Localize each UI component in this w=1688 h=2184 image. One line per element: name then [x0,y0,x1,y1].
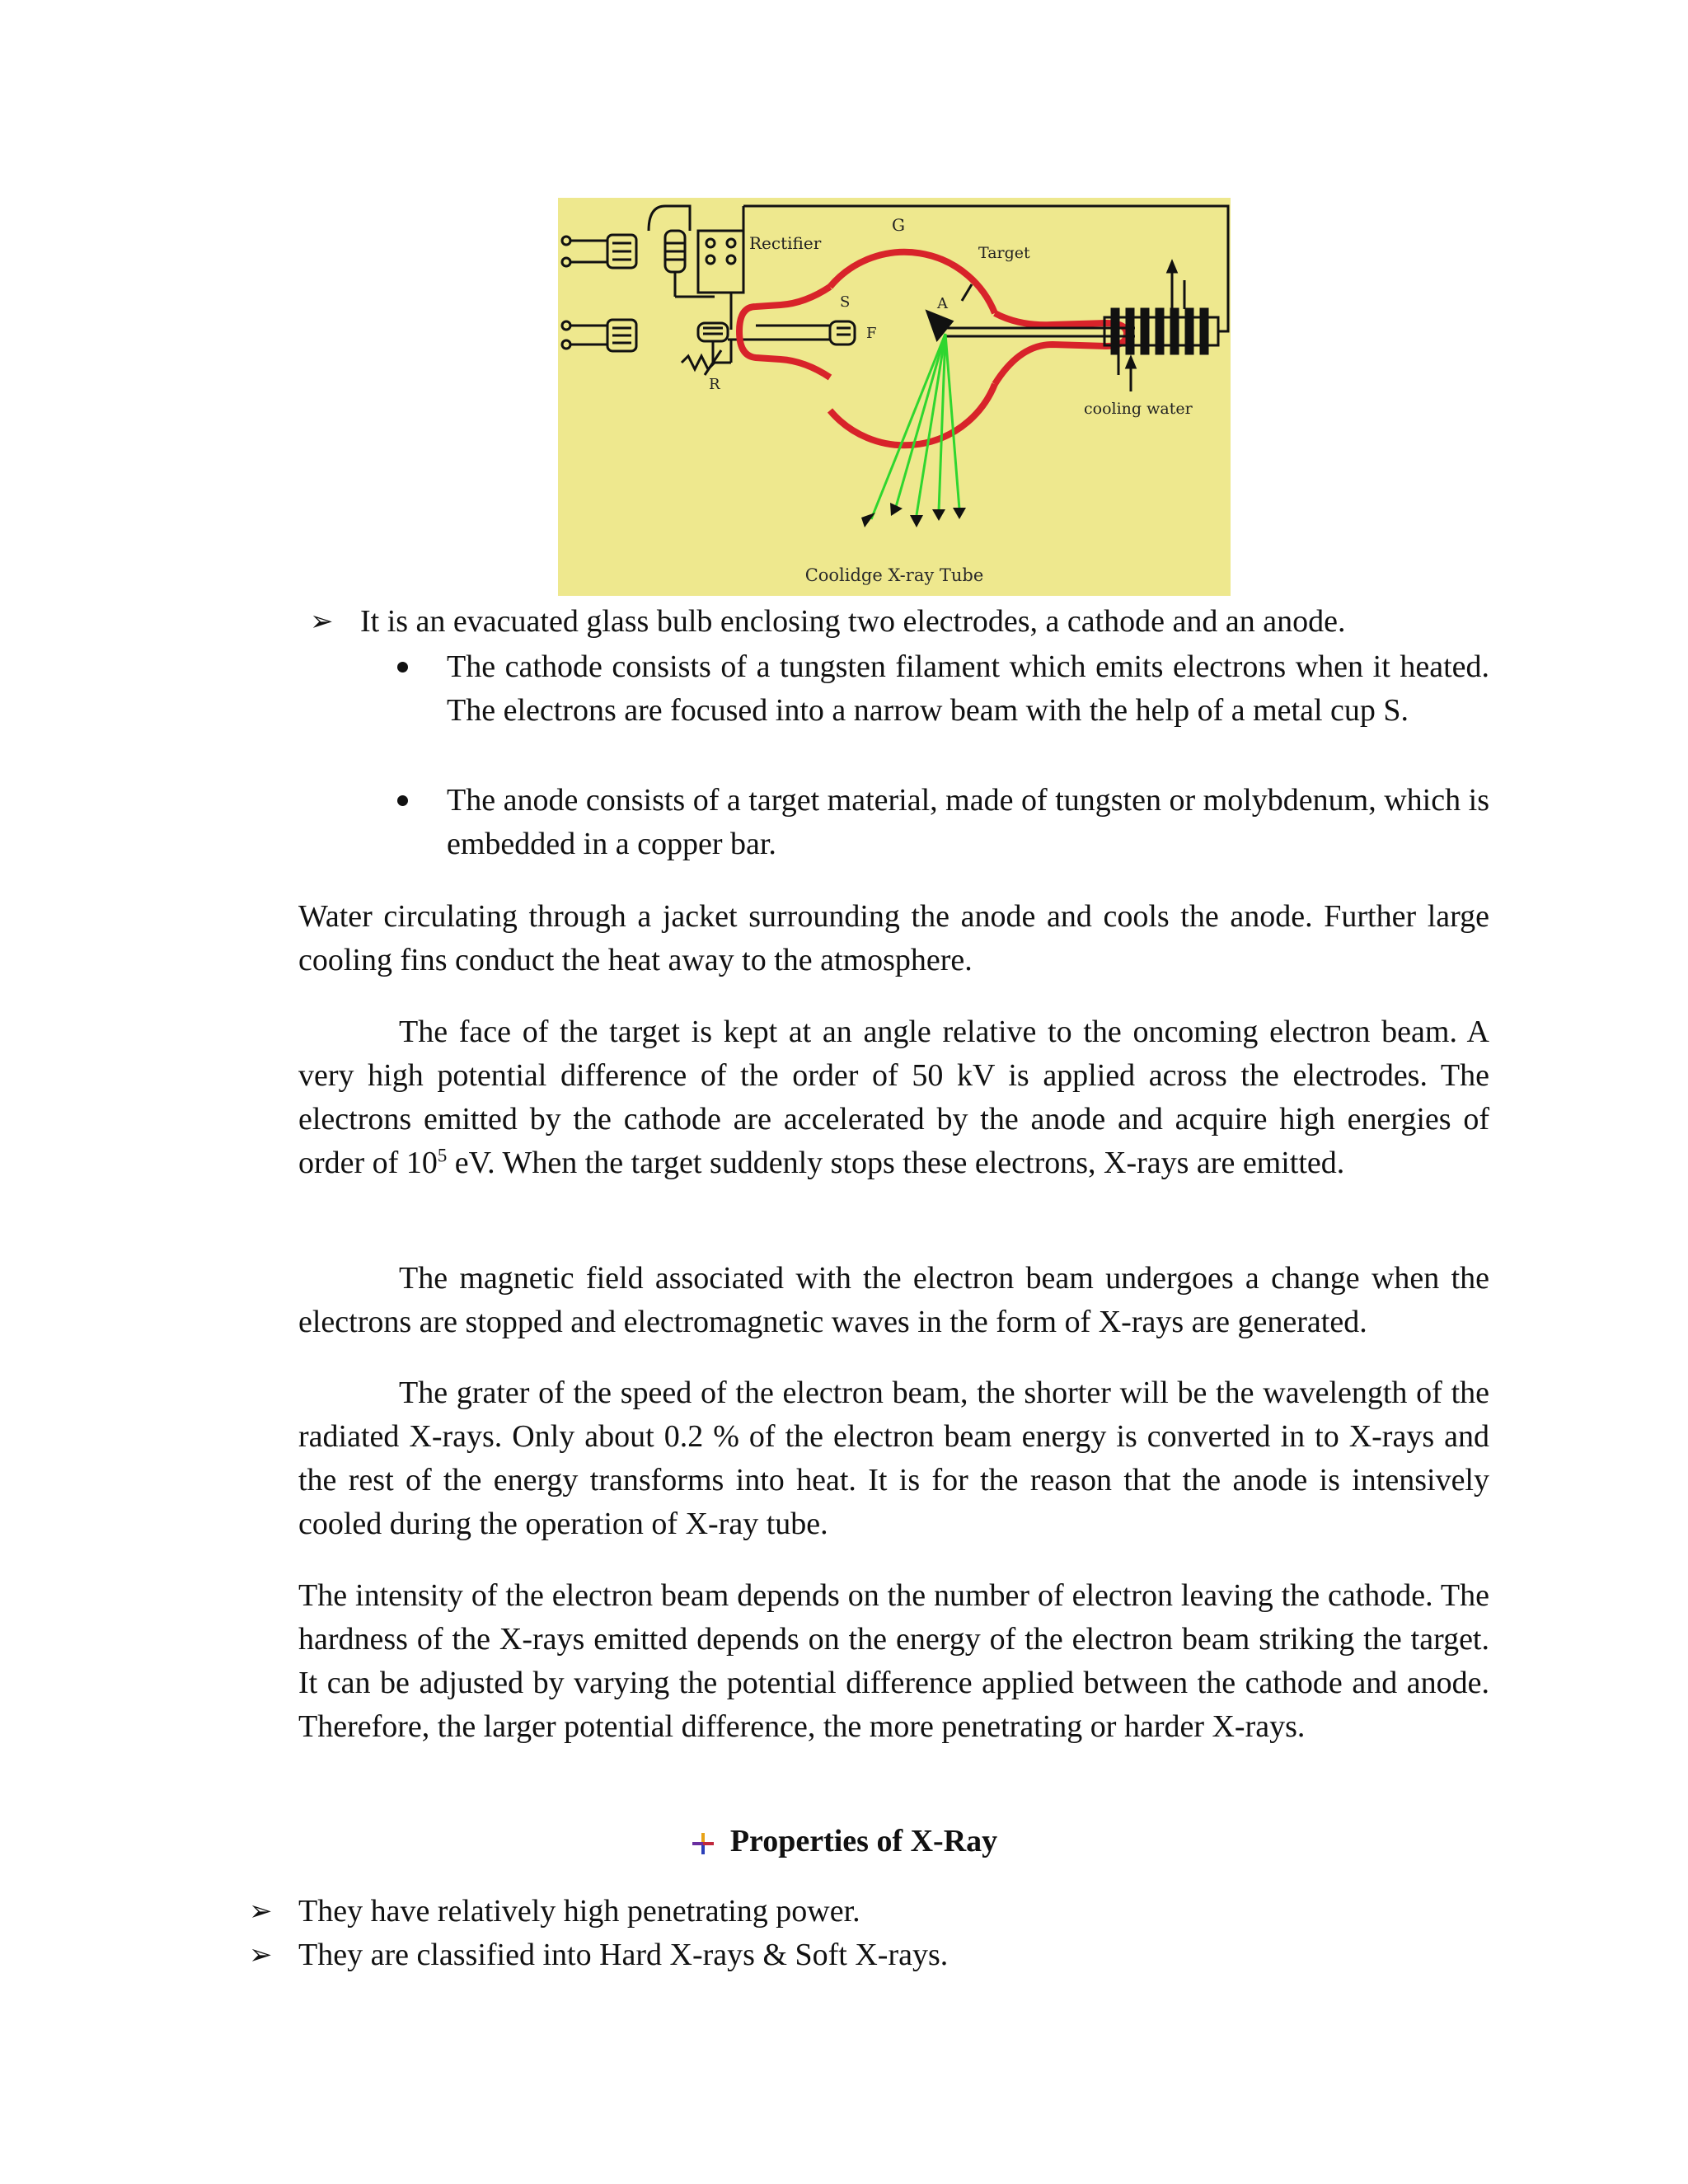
exponent: 5 [437,1145,448,1166]
paragraph-speed-wavelength: The grater of the speed of the electron beam, the shorter will be the wavelength of the radiated X-rays. Only about 0.2 % of the electron beam energy is converted in to X-rays and the rest of the energy transforms into heat. It is for the reason that the anode is intensively cooled during the operation of X-ray tube. [298,1376,1489,1541]
bullet-anode-text: The anode consists of a target material, made of tungsten or molybdenum, which is embedded in a copper bar. [447,783,1489,861]
figure-caption: Coolidge X-ray Tube [804,565,984,585]
s-label: S [840,293,851,311]
bullet-main-text: It is an evacuated glass bulb enclosing two electrodes, a cathode and an anode. [360,604,1346,639]
cooling-water-label: cooling water [1084,400,1193,418]
property-item-2: They are classified into Hard X-rays & Soft X-rays. [298,1938,949,1972]
a-label: A [937,295,948,312]
paragraph-target-face-part2: eV. When the target suddenly stops these electrons, X-rays are emitted. [447,1146,1345,1180]
section-heading [0,1820,1688,1863]
arrow-bullet-icon: ➢ [249,1938,273,1971]
f-label: F [866,325,877,342]
rectifier-box [698,206,743,330]
paragraph-magnetic-field: The magnetic field associated with the electron beam undergoes a change when the electrons are stopped and electromagnetic waves in the form of X-rays are generated. [298,1261,1489,1339]
paragraph-target-face-part1: The face of the target is kept at an angle relative to the oncoming electron beam. A very high potential difference of the order of 50 kV is applied across the electrodes. The electrons emitted by the cathode are accelerated by the anode and acquire high energies of order of 10 [298,1015,1489,1180]
bullet-cathode-text: The cathode consists of a tungsten filament which emits electrons when it heated. The electrons are focused into a narrow beam with the help of a metal cup S. [447,649,1489,728]
plus-icon [691,1831,715,1856]
section-heading-text: Properties of X-Ray [729,1824,998,1858]
cathode-assembly [756,321,855,344]
r-label: R [709,376,720,393]
g-label: G [892,215,905,235]
xray-tube-diagram [558,198,1231,596]
paragraph-intensity: The intensity of the electron beam depends on the number of electron leaving the cathode. The hardness of the X-rays emitted depends on the energy of the electron beam striking the target. It can be adjusted by varying the potential difference applied between the cathode and anode. Therefore, the larger potential difference, the more penetrating or harder X-rays. [298,1578,1489,1744]
arrow-bullet-icon: ➢ [310,605,334,638]
property-item-1: They have relatively high penetrating power. [298,1894,860,1929]
target-label: Target [978,244,1030,262]
arrow-bullet-icon: ➢ [249,1895,273,1928]
transformer-coils [562,206,715,351]
dot-bullet-icon [397,662,408,673]
coolidge-xray-tube-figure [558,198,1231,596]
rectifier-label: Rectifier [749,233,822,253]
paragraph-target-face [298,1010,1489,1185]
xray-beams [871,334,959,519]
dot-bullet-icon [397,795,408,806]
paragraph-water-cooling: Water circulating through a jacket surrounding the anode and cools the anode. Further large cooling fins conduct the heat away to the atmosphere. [298,899,1489,977]
